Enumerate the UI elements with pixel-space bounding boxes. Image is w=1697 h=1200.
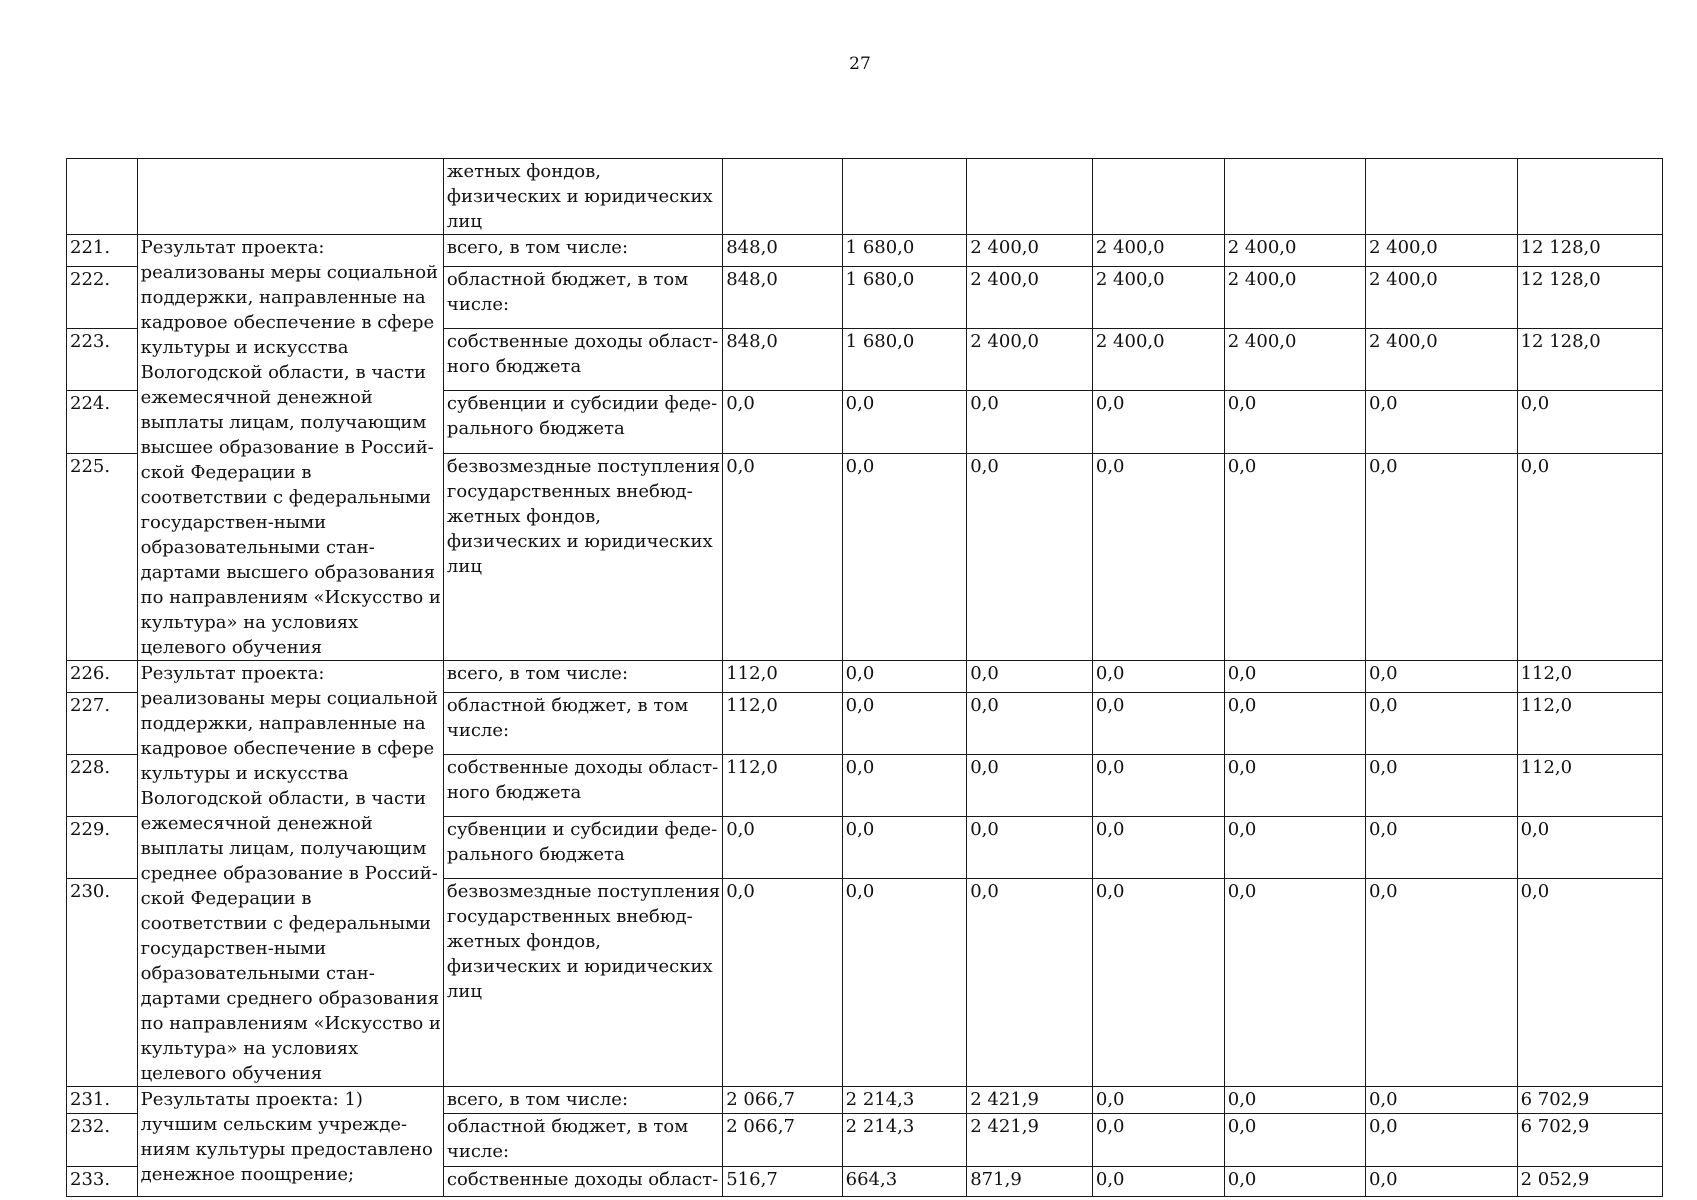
- year-value: 112,0: [723, 661, 842, 693]
- funding-source: безвозмездные поступления государственных внебюд-жетных фондов, физических и юридических лиц: [443, 878, 722, 1086]
- value-cell: [1224, 159, 1365, 235]
- year-value: 2 400,0: [967, 266, 1093, 328]
- total-value: 6 702,9: [1517, 1087, 1662, 1114]
- year-value: 0,0: [1224, 1114, 1365, 1167]
- year-value: 0,0: [842, 391, 967, 453]
- description-cell: [137, 159, 443, 235]
- year-value: 0,0: [723, 453, 842, 660]
- year-value: 2 214,3: [842, 1087, 967, 1114]
- row-number: 232.: [67, 1114, 138, 1167]
- year-value: 2 400,0: [1224, 266, 1365, 328]
- row-number: 231.: [67, 1087, 138, 1114]
- value-cell: [1517, 159, 1662, 235]
- year-value: 1 680,0: [842, 235, 967, 267]
- total-value: 2 052,9: [1517, 1167, 1662, 1197]
- total-value: 6 702,9: [1517, 1114, 1662, 1167]
- year-value: 2 214,3: [842, 1114, 967, 1167]
- row-number: 230.: [67, 878, 138, 1086]
- value-cell: [723, 159, 842, 235]
- year-value: 2 400,0: [1092, 329, 1224, 391]
- year-value: 0,0: [1224, 816, 1365, 878]
- total-value: 0,0: [1517, 816, 1662, 878]
- year-value: 0,0: [1092, 816, 1224, 878]
- year-value: 0,0: [1092, 754, 1224, 816]
- year-value: 1 680,0: [842, 266, 967, 328]
- year-value: 0,0: [842, 453, 967, 660]
- value-cell: [842, 159, 967, 235]
- funding-source: собственные доходы област-ного бюджета: [443, 754, 722, 816]
- year-value: 112,0: [723, 754, 842, 816]
- total-value: 112,0: [1517, 661, 1662, 693]
- year-value: 0,0: [1092, 1087, 1224, 1114]
- funding-source: субвенции и субсидии феде-рального бюджета: [443, 391, 722, 453]
- year-value: 0,0: [1224, 1087, 1365, 1114]
- year-value: 0,0: [1224, 754, 1365, 816]
- total-value: 0,0: [1517, 878, 1662, 1086]
- year-value: 0,0: [1365, 391, 1517, 453]
- year-value: 0,0: [842, 878, 967, 1086]
- row-number: 233.: [67, 1167, 138, 1197]
- row-number: 228.: [67, 754, 138, 816]
- row-number: 226.: [67, 661, 138, 693]
- total-value: 0,0: [1517, 391, 1662, 453]
- year-value: 1 680,0: [842, 329, 967, 391]
- value-cell: [967, 159, 1093, 235]
- funding-source: областной бюджет, в том числе:: [443, 692, 722, 754]
- year-value: 2 421,9: [967, 1114, 1093, 1167]
- year-value: 0,0: [1224, 661, 1365, 693]
- year-value: 2 400,0: [1092, 235, 1224, 267]
- year-value: 848,0: [723, 329, 842, 391]
- year-value: 0,0: [967, 453, 1093, 660]
- year-value: 516,7: [723, 1167, 842, 1197]
- total-value: 12 128,0: [1517, 235, 1662, 267]
- project-result-description: Результаты проекта: 1) лучшим сельским учрежде-ниям культуры предоставлено денежное поощрение;: [137, 1087, 443, 1197]
- year-value: 0,0: [1365, 453, 1517, 660]
- funding-source: областной бюджет, в том числе:: [443, 266, 722, 328]
- year-value: 0,0: [723, 878, 842, 1086]
- project-result-description: Результат проекта: реализованы меры социальной поддержки, направленные на кадровое обеспечение в сфере культуры и искусства Вологодской области, в части ежемесячной денежной выплаты лицам, получающим высшее образование в Россий-ской Федерации в соответствии с федеральными государствен-ными образовательными стан-дартами высшего образования по направлениям «Искусство и культура» на условиях целевого обучения: [137, 235, 443, 661]
- year-value: 0,0: [1365, 661, 1517, 693]
- year-value: 0,0: [1365, 1087, 1517, 1114]
- year-value: 0,0: [967, 816, 1093, 878]
- total-value: 0,0: [1517, 453, 1662, 660]
- year-value: 0,0: [842, 816, 967, 878]
- value-cell: [1365, 159, 1517, 235]
- table-body: [67, 159, 1663, 1197]
- year-value: 0,0: [1224, 1167, 1365, 1197]
- year-value: 0,0: [967, 754, 1093, 816]
- funding-source: собственные доходы област-: [443, 1167, 722, 1197]
- row-number: 224.: [67, 391, 138, 453]
- value-cell: [1092, 159, 1224, 235]
- year-value: 0,0: [1224, 391, 1365, 453]
- year-value: 0,0: [842, 661, 967, 693]
- table-row: [67, 235, 1663, 267]
- row-number: 221.: [67, 235, 138, 267]
- funding-source: всего, в том числе:: [443, 1087, 722, 1114]
- year-value: 0,0: [1365, 1114, 1517, 1167]
- year-value: 0,0: [967, 391, 1093, 453]
- total-value: 112,0: [1517, 692, 1662, 754]
- year-value: 2 400,0: [1224, 329, 1365, 391]
- year-value: 2 400,0: [1365, 329, 1517, 391]
- table-row: [67, 1087, 1663, 1114]
- year-value: 0,0: [1092, 453, 1224, 660]
- year-value: 0,0: [1092, 692, 1224, 754]
- year-value: 871,9: [967, 1167, 1093, 1197]
- year-value: 0,0: [1365, 878, 1517, 1086]
- year-value: 0,0: [1224, 453, 1365, 660]
- year-value: 0,0: [842, 754, 967, 816]
- total-value: 12 128,0: [1517, 266, 1662, 328]
- year-value: 0,0: [1365, 1167, 1517, 1197]
- project-result-description: Результат проекта: реализованы меры социальной поддержки, направленные на кадровое обеспечение в сфере культуры и искусства Вологодской области, в части ежемесячной денежной выплаты лицам, получающим среднее образование в Россий-ской Федерации в соответствии с федеральными государствен-ными образовательными стан-дартами среднего образования по направлениям «Искусство и культура» на условиях целевого обучения: [137, 661, 443, 1087]
- year-value: 0,0: [1092, 661, 1224, 693]
- year-value: 0,0: [842, 692, 967, 754]
- page-number: 27: [849, 54, 871, 74]
- year-value: 2 400,0: [1365, 235, 1517, 267]
- funding-source: областной бюджет, в том числе:: [443, 1114, 722, 1167]
- row-number-cell: [67, 159, 138, 235]
- year-value: 0,0: [723, 391, 842, 453]
- year-value: 0,0: [1092, 1114, 1224, 1167]
- year-value: 2 066,7: [723, 1087, 842, 1114]
- funding-source: субвенции и субсидии феде-рального бюджета: [443, 816, 722, 878]
- total-value: 12 128,0: [1517, 329, 1662, 391]
- year-value: 0,0: [1224, 692, 1365, 754]
- row-number: 227.: [67, 692, 138, 754]
- row-number: 223.: [67, 329, 138, 391]
- year-value: 0,0: [967, 878, 1093, 1086]
- year-value: 2 066,7: [723, 1114, 842, 1167]
- year-value: 0,0: [967, 661, 1093, 693]
- row-number: 222.: [67, 266, 138, 328]
- year-value: 0,0: [1365, 754, 1517, 816]
- funding-source: всего, в том числе:: [443, 235, 722, 267]
- row-number: 229.: [67, 816, 138, 878]
- funding-source-cell: жетных фондов, физических и юридических лиц: [443, 159, 722, 235]
- budget-table: [66, 158, 1663, 1197]
- year-value: 2 421,9: [967, 1087, 1093, 1114]
- year-value: 2 400,0: [967, 235, 1093, 267]
- row-number: 225.: [67, 453, 138, 660]
- year-value: 0,0: [967, 692, 1093, 754]
- year-value: 0,0: [1092, 391, 1224, 453]
- funding-source: всего, в том числе:: [443, 661, 722, 693]
- year-value: 0,0: [1365, 692, 1517, 754]
- year-value: 0,0: [1092, 1167, 1224, 1197]
- year-value: 0,0: [1092, 878, 1224, 1086]
- year-value: 2 400,0: [967, 329, 1093, 391]
- year-value: 2 400,0: [1224, 235, 1365, 267]
- year-value: 0,0: [723, 816, 842, 878]
- funding-source: собственные доходы област-ного бюджета: [443, 329, 722, 391]
- total-value: 112,0: [1517, 754, 1662, 816]
- year-value: 848,0: [723, 235, 842, 267]
- year-value: 664,3: [842, 1167, 967, 1197]
- year-value: 0,0: [1224, 878, 1365, 1086]
- funding-source: безвозмездные поступления государственных внебюд-жетных фондов, физических и юридических лиц: [443, 453, 722, 660]
- year-value: 848,0: [723, 266, 842, 328]
- year-value: 2 400,0: [1092, 266, 1224, 328]
- year-value: 0,0: [1365, 816, 1517, 878]
- year-value: 112,0: [723, 692, 842, 754]
- table-row: [67, 661, 1663, 693]
- year-value: 2 400,0: [1365, 266, 1517, 328]
- table-row-continuation: [67, 159, 1663, 235]
